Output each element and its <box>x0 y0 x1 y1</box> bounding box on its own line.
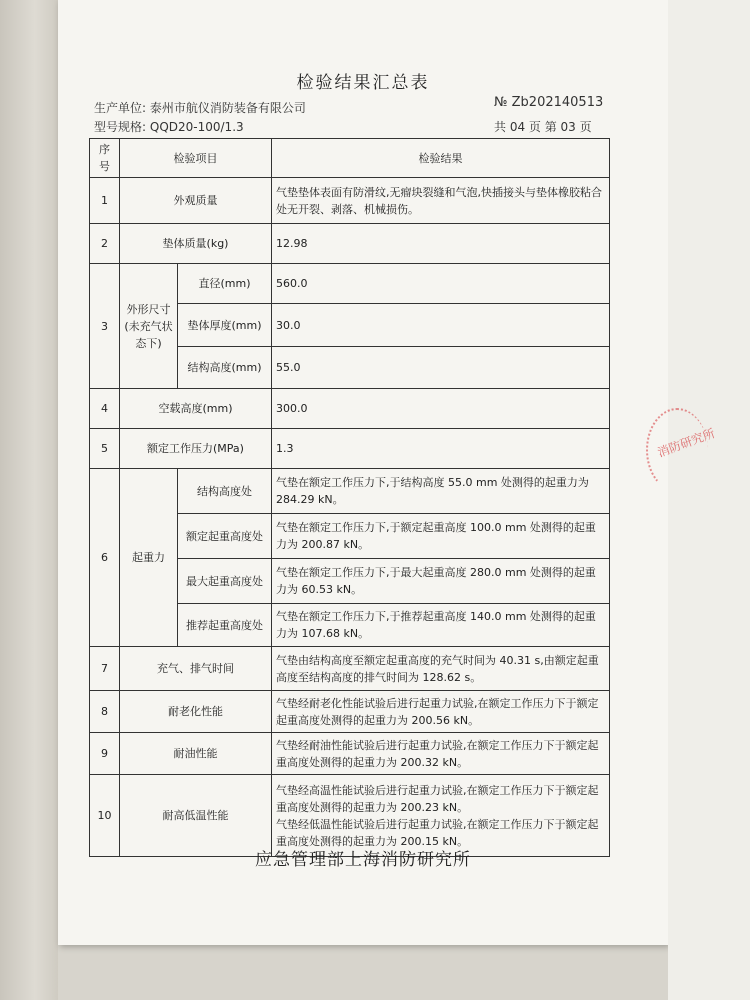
header-result: 检验结果 <box>272 139 610 178</box>
row-subitem: 结构高度(mm) <box>178 347 272 389</box>
row-result: 12.98 <box>272 224 610 264</box>
table-row <box>90 647 610 691</box>
row-result: 气垫由结构高度至额定起重高度的充气时间为 40.31 s,由额定起重高度至结构高度的排气时间为 128.62 s。 <box>272 647 610 691</box>
row-item: 耐油性能 <box>120 733 272 775</box>
row-no: 6 <box>90 469 120 647</box>
document-title: 检验结果汇总表 <box>296 73 430 93</box>
row-subitem: 结构高度处 <box>178 469 272 514</box>
model-value: QQD20-100/1.3 <box>149 120 244 134</box>
row-result: 气垫在额定工作压力下,于结构高度 55.0 mm 处测得的起重力为 284.29 kN。 <box>272 469 610 514</box>
page-count: 共 04 页 第 03 页 <box>494 120 592 134</box>
row-no: 1 <box>90 178 120 224</box>
row-no: 4 <box>90 389 120 429</box>
row-subitem: 直径(mm) <box>178 264 272 304</box>
row-item: 耐高低温性能 <box>120 775 272 857</box>
row-subitem: 推荐起重高度处 <box>178 604 272 647</box>
row-result: 1.3 <box>272 429 610 469</box>
row-item: 垫体质量(kg) <box>120 224 272 264</box>
row-group: 起重力 <box>120 469 178 647</box>
row-no: 7 <box>90 647 120 691</box>
row-no: 2 <box>90 224 120 264</box>
row-no: 5 <box>90 429 120 469</box>
model-label: 型号规格: <box>94 120 147 134</box>
table-row <box>90 733 610 775</box>
header-item: 检验项目 <box>120 139 272 178</box>
table-row <box>90 264 610 304</box>
table-row <box>90 691 610 733</box>
row-result: 30.0 <box>272 304 610 347</box>
issuing-institute: 应急管理部上海消防研究所 <box>255 850 471 870</box>
row-subitem: 垫体厚度(mm) <box>178 304 272 347</box>
row-item: 外观质量 <box>120 178 272 224</box>
row-no: 3 <box>90 264 120 389</box>
result-high-temp: 气垫经高温性能试验后进行起重力试验,在额定工作压力下于额定起重高度处测得的起重力为 200.23 kN。 <box>276 783 599 814</box>
results-table <box>89 138 610 857</box>
stamp-text: 消防研究所 <box>655 426 717 460</box>
binder-edge <box>0 0 58 1000</box>
row-result: 55.0 <box>272 347 610 389</box>
row-result: 气垫在额定工作压力下,于最大起重高度 280.0 mm 处测得的起重力为 60.53 kN。 <box>272 559 610 604</box>
row-result: 气垫垫体表面有防滑纹,无瘤块裂缝和气泡,快插接头与垫体橡胶粘合处无开裂、剥落、机械损伤。 <box>272 178 610 224</box>
report-number: № Zb202140513 <box>494 95 604 110</box>
manufacturer-value: 泰州市航仪消防装备有限公司 <box>149 101 306 115</box>
adjacent-page <box>668 0 750 1000</box>
table-row <box>90 224 610 264</box>
model-line <box>94 118 244 135</box>
row-item: 空载高度(mm) <box>120 389 272 429</box>
row-item: 耐老化性能 <box>120 691 272 733</box>
table-row <box>90 178 610 224</box>
row-subitem: 额定起重高度处 <box>178 514 272 559</box>
row-item: 额定工作压力(MPa) <box>120 429 272 469</box>
row-subitem: 最大起重高度处 <box>178 559 272 604</box>
row-result: 560.0 <box>272 264 610 304</box>
row-no: 10 <box>90 775 120 857</box>
row-no: 8 <box>90 691 120 733</box>
row-result: 300.0 <box>272 389 610 429</box>
header-no: 序号 <box>90 139 120 178</box>
manufacturer-line <box>94 99 306 116</box>
table-row <box>90 389 610 429</box>
row-no: 9 <box>90 733 120 775</box>
table-header-row <box>90 139 610 178</box>
manufacturer-label: 生产单位: <box>94 101 147 115</box>
row-result: 气垫在额定工作压力下,于推荐起重高度 140.0 mm 处测得的起重力为 107.68 kN。 <box>272 604 610 647</box>
row-item: 充气、排气时间 <box>120 647 272 691</box>
table-row <box>90 429 610 469</box>
row-result: 气垫在额定工作压力下,于额定起重高度 100.0 mm 处测得的起重力为 200.87 kN。 <box>272 514 610 559</box>
row-result: 气垫经耐油性能试验后进行起重力试验,在额定工作压力下于额定起重高度处测得的起重力为 200.32 kN。 <box>272 733 610 775</box>
result-low-temp: 气垫经低温性能试验后进行起重力试验,在额定工作压力下于额定起重高度处测得的起重力为 200.15 kN。 <box>276 817 599 848</box>
row-result: 气垫经耐老化性能试验后进行起重力试验,在额定工作压力下于额定起重高度处测得的起重力为 200.56 kN。 <box>272 691 610 733</box>
red-seal-stamp <box>646 408 717 492</box>
table-row <box>90 469 610 514</box>
row-group: 外形尺寸(未充气状态下) <box>120 264 178 389</box>
